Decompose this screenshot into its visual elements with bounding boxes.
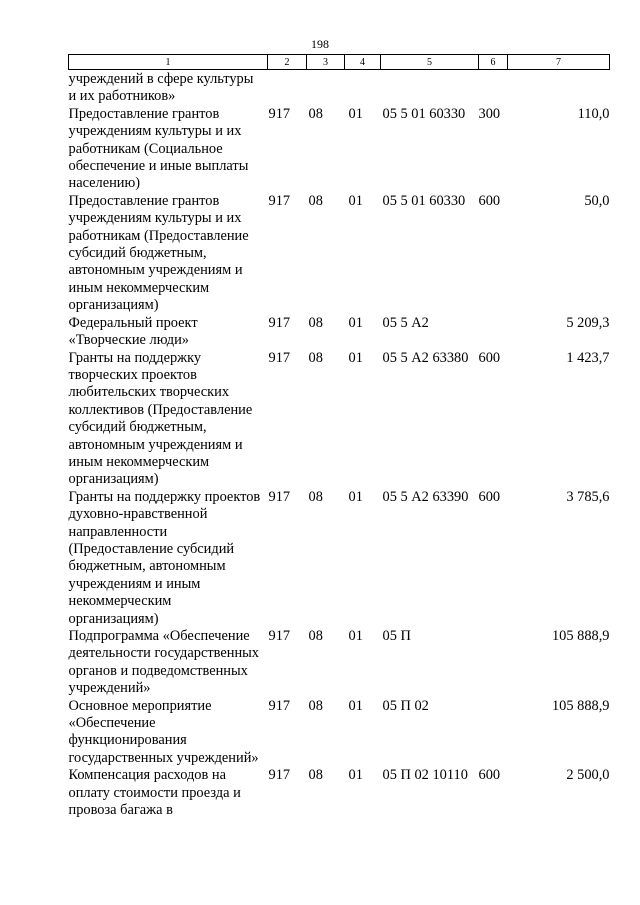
row-section: 08 (308, 314, 323, 331)
header-col-6: 6 (479, 55, 508, 70)
row-name: Федеральный проект «Творческие люди» (68, 314, 198, 349)
row-amount: 110,0 (577, 105, 610, 122)
row-section (307, 70, 345, 106)
row-admin-code (268, 70, 307, 106)
row-section: 08 (308, 349, 323, 366)
row-name: Основное мероприятие «Обеспечение функционирования государственных учреждений» (68, 697, 259, 766)
row-amount: 50,0 (584, 192, 610, 209)
row-subsection: 01 (348, 314, 363, 331)
table-row (69, 489, 610, 628)
page-number: 198 (311, 37, 329, 51)
row-subsection: 01 (348, 488, 363, 505)
row-target-code: 05 5 А2 63390 (382, 488, 469, 505)
row-admin-code: 917 (268, 105, 291, 122)
row-admin-code: 917 (268, 628, 291, 644)
table-row (69, 628, 610, 698)
header-col-3: 3 (307, 55, 345, 70)
row-expense-kind: 600 (478, 488, 501, 505)
row-subsection: 01 (348, 628, 363, 644)
row-expense-kind: 600 (478, 192, 501, 209)
table-row (69, 193, 610, 315)
row-name: учреждений в сфере культуры и их работников» (68, 71, 254, 105)
row-admin-code: 917 (268, 314, 291, 331)
row-subsection: 01 (348, 105, 363, 122)
row-target-code: 05 5 А2 63380 (382, 349, 469, 366)
row-expense-kind: 600 (478, 349, 501, 366)
row-amount (508, 70, 610, 106)
row-name: Гранты на поддержку творческих проектов любительских творческих коллективов (Предоставление субсидий бюджетным, автономным учреждениям и иным некоммерческим организациям) (68, 349, 253, 488)
header-col-7: 7 (508, 55, 610, 70)
row-target-code: 05 5 01 60330 (382, 192, 466, 209)
table-row (69, 70, 610, 106)
row-section: 08 (308, 192, 323, 209)
row-section: 08 (308, 488, 323, 505)
row-admin-code: 917 (268, 192, 291, 209)
row-amount: 3 785,6 (566, 488, 610, 505)
row-expense-kind: 600 (478, 767, 501, 784)
header-col-5: 5 (381, 55, 479, 70)
row-name: Гранты на поддержку проектов духовно-нравственной направленности (Предоставление субсидий бюджетным, автономным учреждениям и иным некоммерческим организациям) (68, 488, 261, 627)
row-section: 08 (308, 628, 323, 644)
row-section: 08 (308, 105, 323, 122)
row-amount: 105 888,9 (551, 697, 610, 714)
table-body (69, 70, 610, 820)
row-target-code: 05 5 01 60330 (382, 105, 466, 122)
row-expense-kind (479, 698, 508, 768)
row-subsection: 01 (348, 349, 363, 366)
row-admin-code: 917 (268, 697, 291, 714)
row-subsection: 01 (348, 192, 363, 209)
row-admin-code: 917 (268, 349, 291, 366)
row-admin-code: 917 (268, 488, 291, 505)
row-section: 08 (308, 697, 323, 714)
row-amount: 1 423,7 (566, 349, 610, 366)
row-target-code (381, 70, 479, 106)
row-name: Компенсация расходов на оплату стоимости проезда и провоза багажа в (68, 767, 241, 819)
row-section: 08 (308, 767, 323, 784)
row-expense-kind: 300 (478, 105, 501, 122)
table-row (69, 106, 610, 193)
row-name: Предоставление грантов учреждениям культуры и их работникам (Социальное обеспечение и иные выплаты населению) (68, 105, 249, 192)
table-row (69, 767, 610, 819)
row-amount: 2 500,0 (566, 767, 610, 784)
row-subsection (345, 70, 381, 106)
row-expense-kind (479, 315, 508, 350)
row-amount: 5 209,3 (566, 314, 610, 331)
header-col-2: 2 (268, 55, 307, 70)
budget-table (68, 54, 610, 819)
header-col-4: 4 (345, 55, 381, 70)
table-header (69, 55, 610, 70)
table-row (69, 698, 610, 768)
row-target-code: 05 П (382, 628, 411, 644)
row-expense-kind (479, 628, 508, 698)
row-target-code: 05 П 02 10110 (382, 767, 468, 784)
row-name: Предоставление грантов учреждениям культуры и их работникам (Предоставление субсидий бюджетным, автономным учреждениям и иным некоммерческим организациям) (68, 192, 249, 314)
row-subsection: 01 (348, 697, 363, 714)
header-row (69, 55, 610, 70)
row-subsection: 01 (348, 767, 363, 784)
header-col-1: 1 (69, 55, 268, 70)
row-target-code: 05 П 02 (382, 697, 429, 714)
row-expense-kind (479, 70, 508, 106)
table-row (69, 315, 610, 350)
row-amount: 105 888,9 (551, 628, 610, 644)
table-row (69, 350, 610, 489)
row-name: Подпрограмма «Обеспечение деятельности государственных органов и подведомственных учреждений» (68, 628, 260, 697)
row-admin-code: 917 (268, 767, 291, 784)
row-target-code: 05 5 А2 (382, 314, 429, 331)
